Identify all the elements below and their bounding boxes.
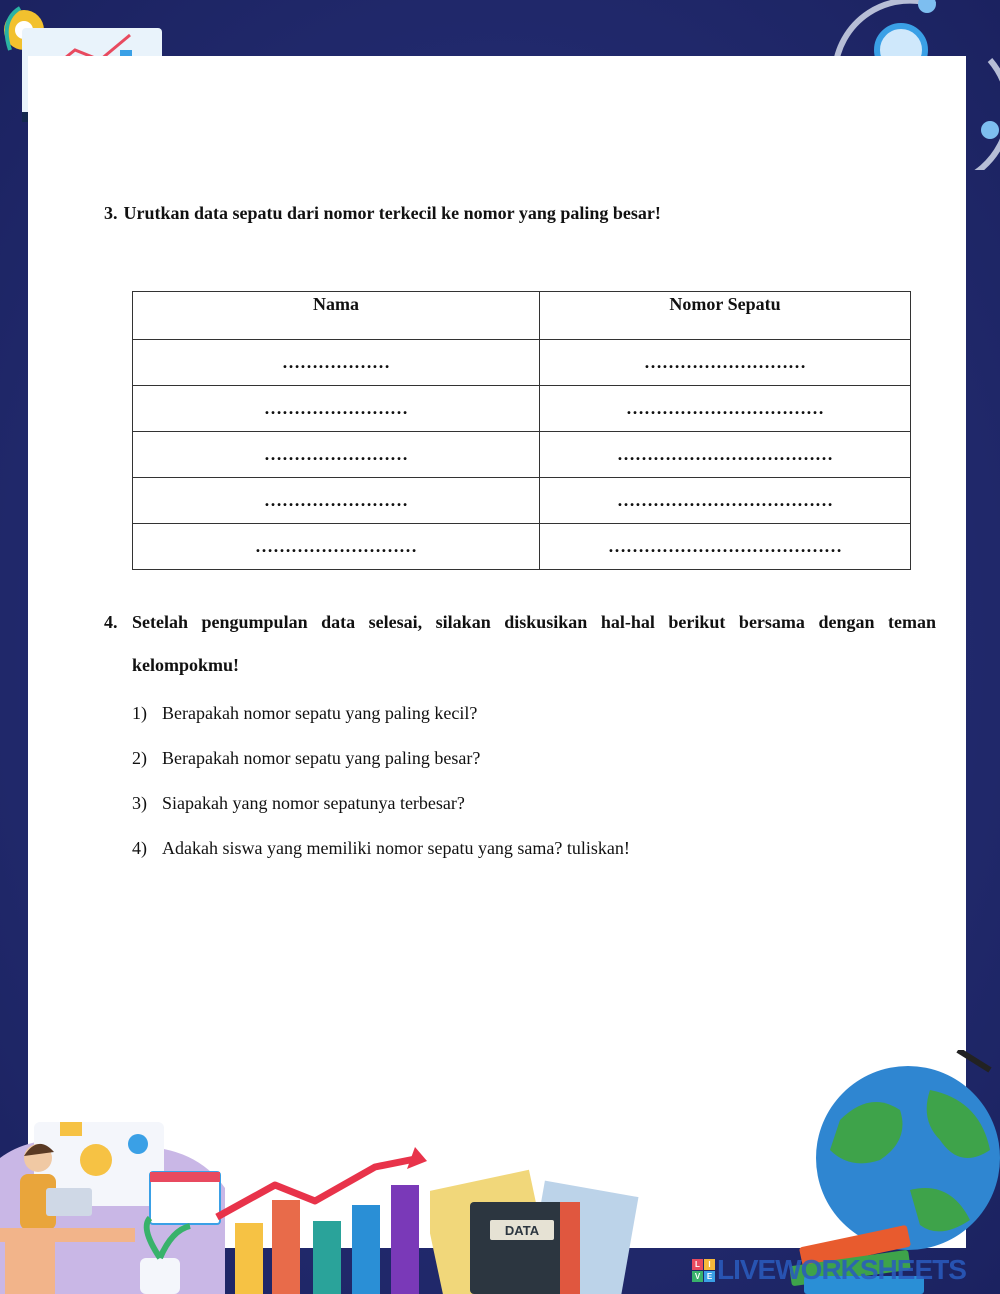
logo-letter: I xyxy=(704,1259,715,1270)
question-4-number: 4. xyxy=(104,612,118,632)
shoe-size-cell[interactable]: ……………………………… xyxy=(540,432,911,478)
list-item xyxy=(132,793,630,838)
list-item-text: Berapakah nomor sepatu yang paling kecil? xyxy=(162,703,478,723)
list-item-number: 1) xyxy=(132,703,147,723)
question-3-text: Urutkan data sepatu dari nomor terkecil ke nomor yang paling besar! xyxy=(123,203,661,223)
header-nomor-sepatu: Nomor Sepatu xyxy=(540,292,911,340)
liveworksheets-logo xyxy=(692,1254,966,1286)
liveworksheets-logo-icon xyxy=(692,1259,715,1282)
list-item xyxy=(132,748,630,793)
list-item-text: Berapakah nomor sepatu yang paling besar? xyxy=(162,748,481,768)
name-cell[interactable]: …………………… xyxy=(133,432,540,478)
liveworksheets-wordmark: LIVEWORKSHEETS xyxy=(717,1254,966,1285)
name-cell[interactable]: …………………… xyxy=(133,478,540,524)
table-row xyxy=(133,340,911,386)
table-row xyxy=(133,478,911,524)
logo-letter: L xyxy=(692,1259,703,1270)
name-cell[interactable]: …………………… xyxy=(133,386,540,432)
header-nama: Nama xyxy=(133,292,540,340)
table-row xyxy=(133,386,911,432)
name-cell[interactable]: ……………………… xyxy=(133,524,540,570)
list-item-number: 2) xyxy=(132,748,147,768)
shoe-size-cell[interactable]: …………………………… xyxy=(540,386,911,432)
discussion-list xyxy=(132,703,630,883)
question-3-number: 3. xyxy=(104,203,118,223)
shoe-size-cell[interactable]: ……………………… xyxy=(540,340,911,386)
shoe-size-table xyxy=(132,291,911,570)
list-item-number: 4) xyxy=(132,838,147,858)
question-4-text: Setelah pengumpulan data selesai, silakan diskusikan hal-hal berikut bersama dengan teman xyxy=(132,612,936,632)
table-row xyxy=(133,524,911,570)
question-3 xyxy=(104,203,661,224)
name-cell[interactable]: ……………… xyxy=(133,340,540,386)
question-4 xyxy=(104,612,936,676)
data-book-illustration xyxy=(430,1158,645,1294)
list-item-text: Siapakah yang nomor sepatunya terbesar? xyxy=(162,793,465,813)
logo-letter: E xyxy=(704,1271,715,1282)
shoe-size-cell[interactable]: ………………………………… xyxy=(540,524,911,570)
table-header-row xyxy=(133,292,911,340)
growth-bar-chart-illustration xyxy=(215,1145,440,1294)
list-item-text: Adakah siswa yang memiliki nomor sepatu yang sama? tuliskan! xyxy=(162,838,630,858)
list-item xyxy=(132,703,630,748)
table-row xyxy=(133,432,911,478)
office-worker-illustration xyxy=(0,1118,230,1294)
data-book-label: DATA xyxy=(504,1223,540,1238)
shoe-size-cell[interactable]: ……………………………… xyxy=(540,478,911,524)
list-item xyxy=(132,838,630,883)
list-item-number: 3) xyxy=(132,793,147,813)
logo-letter: V xyxy=(692,1271,703,1282)
question-4-text-continued: kelompokmu! xyxy=(132,655,240,675)
